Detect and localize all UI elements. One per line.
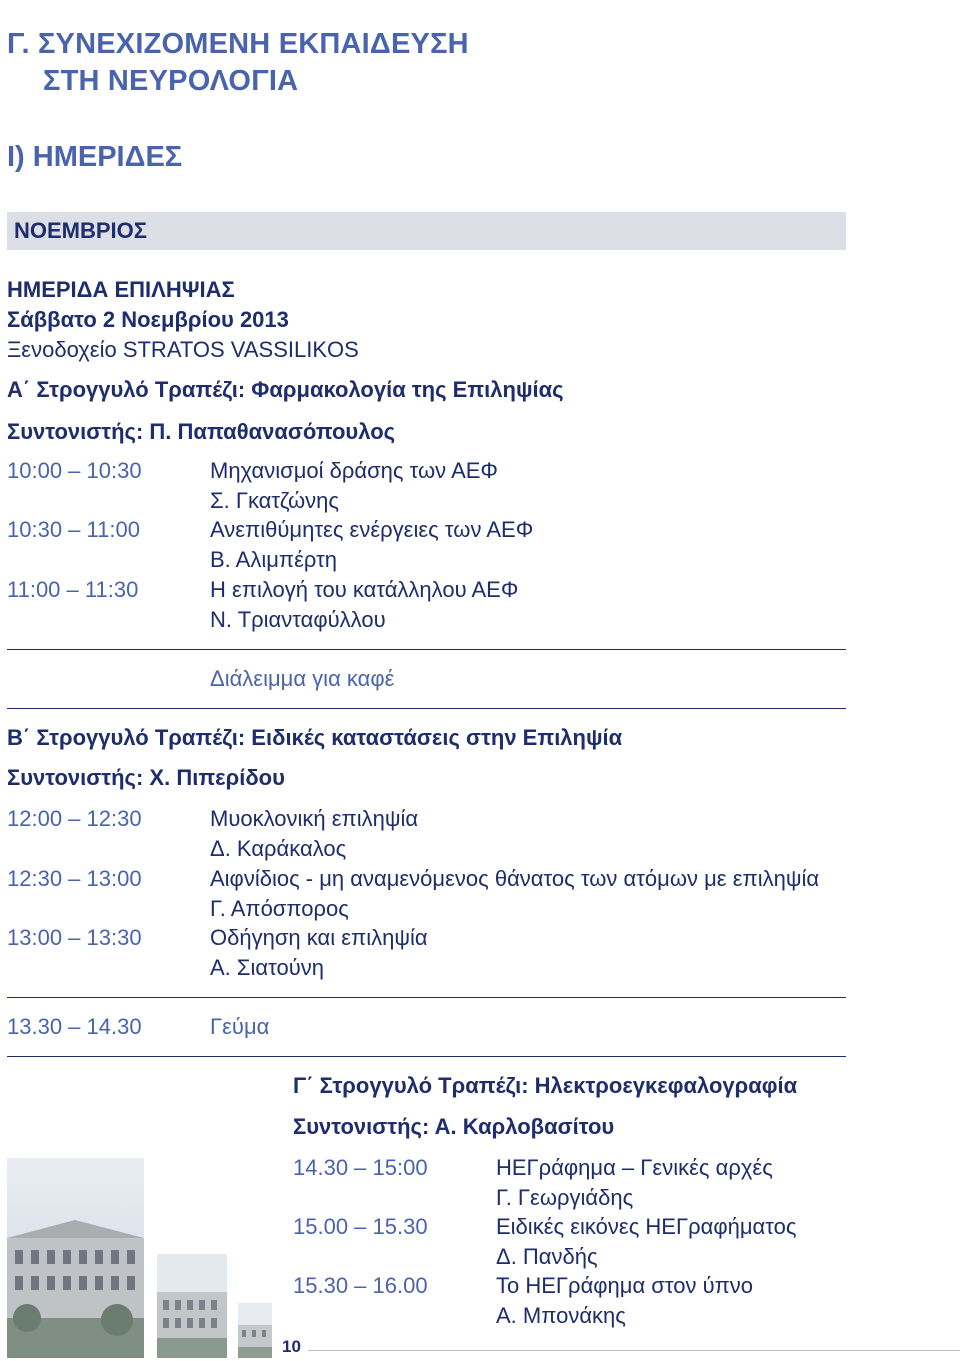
- talk-topic: Μυοκλονική επιληψία: [210, 806, 419, 831]
- event-venue: Ξενοδοχείο STRATOS VASSILIKOS: [7, 337, 359, 362]
- talk-topic: ΗΕΓράφημα – Γενικές αρχές: [496, 1155, 773, 1180]
- talk-speaker: Γ. Γεωργιάδης: [496, 1185, 634, 1210]
- talk-topic: Ανεπιθύμητες ενέργειες των ΑΕΦ: [210, 517, 534, 542]
- talk-speaker: Β. Αλιμπέρτη: [210, 547, 338, 572]
- session-c-coordinator: Συντονιστής: Α. Καρλοβασίτου: [293, 1114, 615, 1139]
- coffee-break-label: Διάλειμμα για καφέ: [210, 666, 395, 691]
- talk-topic: Το ΗΕΓράφημα στον ύπνο: [496, 1273, 754, 1298]
- talk-time: 15.00 – 15.30: [293, 1214, 428, 1239]
- divider: [7, 1056, 846, 1057]
- building-photo-small: [238, 1303, 272, 1358]
- talk-speaker: Α. Σιατούνη: [210, 955, 324, 980]
- divider: [7, 708, 846, 709]
- talk-speaker: Δ. Καράκαλος: [210, 836, 347, 861]
- talk-time: 13:00 – 13:30: [7, 925, 142, 950]
- page-number: 10: [282, 1337, 301, 1356]
- talk-speaker: Δ. Πανδής: [496, 1244, 598, 1269]
- lunch-label: Γεύμα: [210, 1014, 270, 1039]
- talk-speaker: Α. Μπονάκης: [496, 1303, 626, 1328]
- month-band: [7, 212, 846, 250]
- talk-time: 15.30 – 16.00: [293, 1273, 428, 1298]
- talk-speaker: Ν. Τριανταφύλλου: [210, 607, 386, 632]
- talk-topic: Ειδικές εικόνες ΗΕΓραφήματος: [496, 1214, 797, 1239]
- talk-topic: Αιφνίδιος - μη αναμενόμενος θάνατος των ατόμων με επιληψία: [210, 866, 820, 891]
- talk-topic: Η επιλογή του κατάλληλου ΑΕΦ: [210, 577, 519, 602]
- session-b-title: Β΄ Στρογγυλό Τραπέζι: Ειδικές καταστάσεις στην Επιληψία: [7, 725, 623, 750]
- section-heading-line1: Γ. ΣΥΝΕΧΙΖΟΜΕΝΗ ΕΚΠΑΙΔΕΥΣΗ: [7, 28, 469, 60]
- footer-rule: [308, 1350, 960, 1351]
- talk-topic: Μηχανισμοί δράσης των ΑΕΦ: [210, 458, 498, 483]
- session-a-title: Α΄ Στρογγυλό Τραπέζι: Φαρμακολογία της Επιληψίας: [7, 377, 564, 402]
- section-heading-line2: ΣΤΗ ΝΕΥΡΟΛΟΓΙΑ: [43, 65, 299, 97]
- event-date: Σάββατο 2 Νοεμβρίου 2013: [7, 307, 289, 332]
- talk-speaker: Γ. Απόσπορος: [210, 896, 349, 921]
- talk-topic: Οδήγηση και επιληψία: [210, 925, 428, 950]
- talk-time: 14.30 – 15:00: [293, 1155, 428, 1180]
- talk-time: 10:00 – 10:30: [7, 458, 142, 483]
- session-b-coordinator: Συντονιστής: Χ. Πιπερίδου: [7, 765, 285, 790]
- divider: [7, 649, 846, 650]
- subsection-heading: Ι) ΗΜΕΡΙΔΕΣ: [7, 141, 183, 173]
- event-title: ΗΜΕΡΙΔΑ ΕΠΙΛΗΨΙΑΣ: [7, 277, 235, 302]
- building-photo-medium: [157, 1254, 227, 1358]
- talk-time: 12:30 – 13:00: [7, 866, 142, 891]
- talk-time: 12:00 – 12:30: [7, 806, 142, 831]
- talk-time: 10:30 – 11:00: [7, 517, 140, 542]
- building-photo-large: [7, 1158, 144, 1358]
- talk-time: 11:00 – 11:30: [7, 577, 139, 602]
- talk-speaker: Σ. Γκατζώνης: [210, 488, 340, 513]
- session-a-coordinator: Συντονιστής: Π. Παπαθανασόπουλος: [7, 419, 396, 444]
- lunch-time: 13.30 – 14.30: [7, 1014, 142, 1039]
- session-c-title: Γ΄ Στρογγυλό Τραπέζι: Ηλεκτροεγκεφαλογραφία: [293, 1073, 798, 1098]
- month-label: ΝΟΕΜΒΡΙΟΣ: [14, 218, 147, 243]
- divider: [7, 997, 846, 998]
